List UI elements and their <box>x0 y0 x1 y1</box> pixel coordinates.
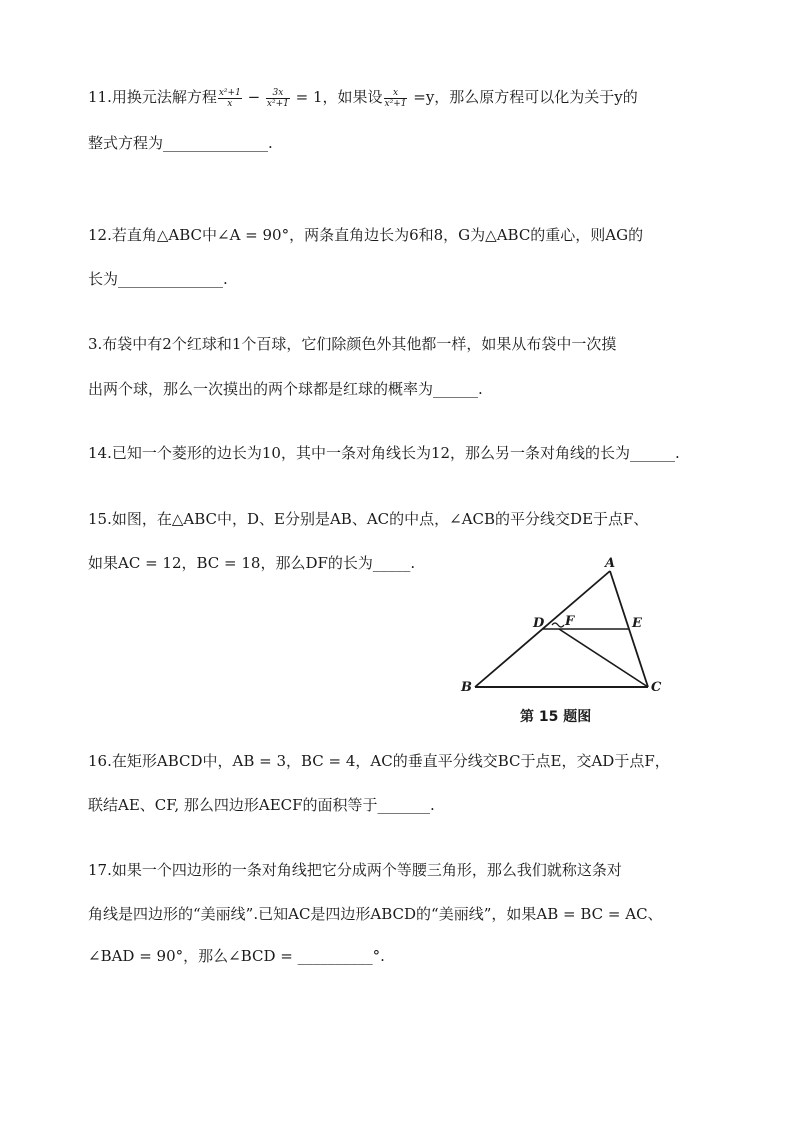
label-b: B <box>461 680 472 695</box>
fraction-3: $\frac{x}{\text{x²+1}}$ <box>384 87 407 109</box>
question-16-line-1: 16.在矩形ABCD中，AB = 3，BC = 4，AC的垂直平分线交BC于点E，交AD于点F， <box>88 752 670 770</box>
angle-mark <box>552 623 564 627</box>
triangle-diagram <box>455 555 675 705</box>
question-11-line-2: 整式方程为______________. <box>88 134 273 152</box>
question-15-line-1: 15.如图，在△ABC中，D、E分别是AB、AC的中点，∠ACB的平分线交DE于点F、 <box>88 510 649 528</box>
question-16-line-2: 联结AE、CF, 那么四边形AECF的面积等于_______. <box>88 796 435 814</box>
label-e: E <box>632 616 642 631</box>
q11-mid: = 1，如果设 <box>290 88 383 106</box>
figure-caption: 第 15 题图 <box>520 709 592 725</box>
q11-minus: − <box>242 88 265 106</box>
segment-cf <box>559 629 648 687</box>
question-17-line-2: 角线是四边形的“美丽线”.已知AC是四边形ABCD的“美丽线”，如果AB = BC = AC、 <box>88 905 663 923</box>
label-d: D <box>533 616 545 631</box>
label-f: F <box>565 614 575 629</box>
question-17-line-1: 17.如果一个四边形的一条对角线把它分成两个等腰三角形，那么我们就称这条对 <box>88 861 622 879</box>
fraction-2: $\frac{3x}{\text{x²+1}}$ <box>266 87 289 109</box>
label-c: C <box>651 680 662 695</box>
label-a: A <box>605 556 616 571</box>
question-13-line-2: 出两个球，那么一次摸出的两个球都是红球的概率为______. <box>88 380 483 398</box>
triangle-figure <box>455 555 675 730</box>
question-13-line-1: 3.布袋中有2个红球和1个百球，它们除颜色外其他都一样，如果从布袋中一次摸 <box>88 335 617 353</box>
question-15-line-2: 如果AC = 12，BC = 18，那么DF的长为_____. <box>88 554 416 572</box>
question-11-line-1 <box>88 86 638 109</box>
q11-suffix: =y，那么原方程可以化为关于y的 <box>408 88 638 106</box>
q11-prefix: 11.用换元法解方程 <box>88 88 217 106</box>
question-14-line-1: 14.已知一个菱形的边长为10，其中一条对角线长为12，那么另一条对角线的长为______. <box>88 444 680 462</box>
question-12-line-1: 12.若直角△ABC中∠A = 90°，两条直角边长为6和8，G为△ABC的重心，则AG的 <box>88 226 644 244</box>
question-17-line-3: ∠BAD = 90°，那么∠BCD = __________°. <box>88 947 385 965</box>
question-12-line-2: 长为______________. <box>88 270 228 288</box>
fraction-1: $\frac{\text{x²+1}}{x}$ <box>218 87 241 109</box>
